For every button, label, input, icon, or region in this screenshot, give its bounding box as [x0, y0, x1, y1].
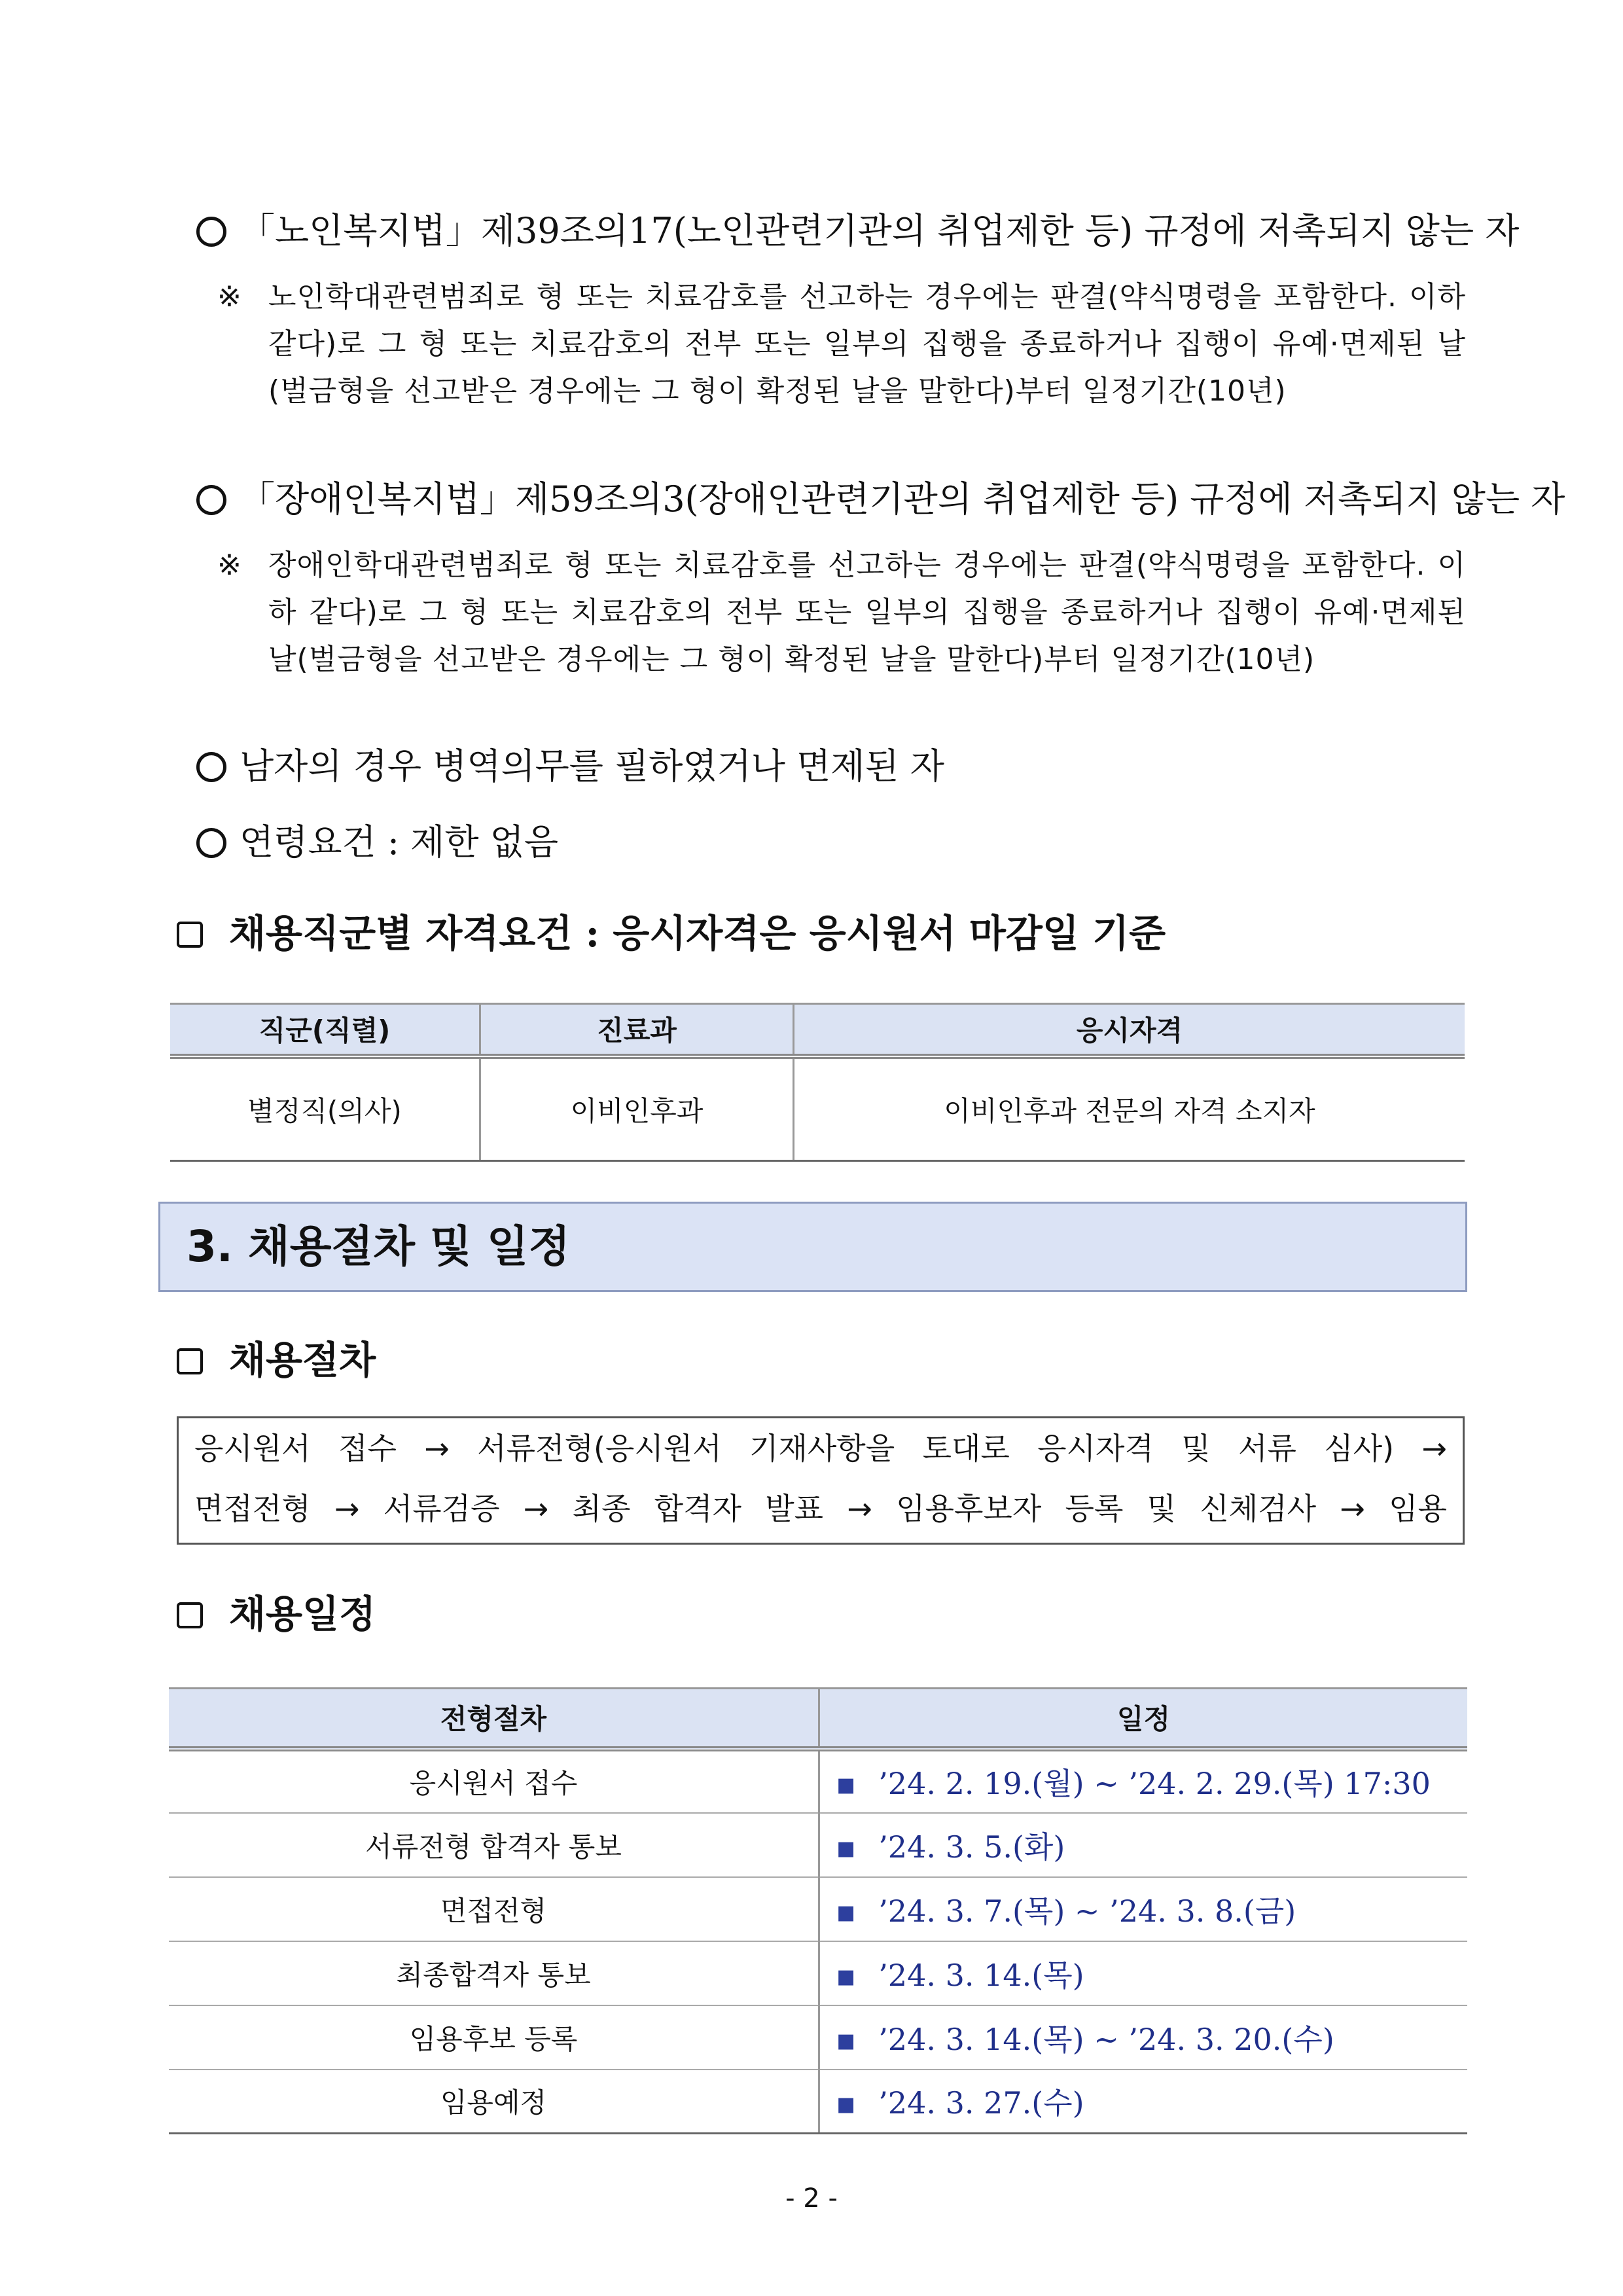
- schedule-date-cell: [819, 1877, 1468, 1941]
- schedule-step: 응시원서 접수: [169, 1749, 819, 1813]
- table-cell: 이비인후과 전문의 자격 소지자: [794, 1056, 1465, 1161]
- section-3-header: [158, 1202, 1467, 1292]
- schedule-date-cell: [819, 1813, 1468, 1877]
- schedule-step: 임용예정: [169, 2070, 819, 2134]
- table-cell: 별정직(의사): [170, 1056, 480, 1161]
- requirement-2: [196, 476, 1565, 522]
- note-symbol: ※: [217, 548, 242, 582]
- requirement-3-text: 남자의 경우 병역의무를 필하였거나 면제된 자: [240, 745, 944, 787]
- schedule-date: ’24. 2. 19.(월) ~ ’24. 2. 29.(목) 17:30: [878, 1766, 1431, 1801]
- procedure-line-2: 면접전형 → 서류검증 → 최종 합격자 발표 → 임용후보자 등록 및 신체검사 → 임용: [194, 1491, 1447, 1526]
- table-row: [169, 1941, 1467, 2005]
- square-bullet-icon: ▪: [836, 1893, 857, 1929]
- table-row: [170, 1056, 1465, 1161]
- requirement-1-text: 「노인복지법」제39조의17(노인관련기관의 취업제한 등) 규정에 저촉되지 않는 자: [240, 210, 1520, 251]
- circle-bullet-icon: [196, 828, 226, 858]
- circle-bullet-icon: [196, 217, 226, 247]
- qualification-table: [170, 1003, 1465, 1162]
- page-number: - 2 -: [785, 2183, 838, 2214]
- table-row: [169, 1877, 1467, 1941]
- table-cell: 이비인후과: [480, 1056, 794, 1161]
- requirement-3: [196, 744, 944, 789]
- procedure-box: [177, 1416, 1465, 1545]
- schedule-table: [169, 1687, 1467, 2134]
- schedule-heading: [177, 1588, 376, 1640]
- schedule-date: ’24. 3. 27.(수): [878, 2085, 1084, 2121]
- circle-bullet-icon: [196, 752, 226, 782]
- requirement-2-note: [217, 542, 1466, 683]
- schedule-step: 면접전형: [169, 1877, 819, 1941]
- square-bullet-icon: [177, 1348, 203, 1374]
- column-header: 직군(직렬): [170, 1004, 480, 1056]
- column-header: 응시자격: [794, 1004, 1465, 1056]
- square-bullet-icon: ▪: [836, 2021, 857, 2057]
- column-header: 일정: [819, 1689, 1468, 1749]
- table-row: [169, 1749, 1467, 1813]
- schedule-date-cell: [819, 2005, 1468, 2070]
- requirement-1-note-text: 노인학대관련범죄로 형 또는 치료감호를 선고하는 경우에는 판결(약식명령을 포함한다. 이하 같다)로 그 형 또는 치료감호의 전부 또는 일부의 집행을 종료하거나 집행이 유예·면제된 날(벌금형을 선고받은 경우에는 그 형이 확정된 날을 말한다)부터 일정기간(10년): [268, 280, 1466, 408]
- square-bullet-icon: ▪: [836, 2085, 857, 2121]
- table-row: [169, 2070, 1467, 2134]
- schedule-date: ’24. 3. 7.(목) ~ ’24. 3. 8.(금): [878, 1893, 1296, 1929]
- schedule-heading-text: 채용일정: [229, 1592, 376, 1636]
- section-3-title: 3. 채용절차 및 일정: [187, 1221, 571, 1272]
- table-row: [169, 1813, 1467, 1877]
- qualification-heading-text: 채용직군별 자격요건 : 응시자격은 응시원서 마감일 기준: [229, 911, 1166, 956]
- note-symbol: ※: [217, 280, 242, 314]
- procedure-heading-text: 채용절차: [229, 1338, 376, 1382]
- circle-bullet-icon: [196, 485, 226, 515]
- square-bullet-icon: ▪: [836, 1829, 857, 1865]
- schedule-date: ’24. 3. 14.(목): [878, 1957, 1084, 1993]
- procedure-line-1: 응시원서 접수 → 서류전형(응시원서 기재사항을 토대로 응시자격 및 서류 심사) →: [194, 1431, 1447, 1466]
- schedule-date-cell: [819, 1941, 1468, 2005]
- schedule-date: ’24. 3. 14.(목) ~ ’24. 3. 20.(수): [878, 2021, 1334, 2057]
- procedure-heading: [177, 1334, 376, 1386]
- square-bullet-icon: [177, 922, 203, 948]
- column-header: 전형절차: [169, 1689, 819, 1749]
- requirement-2-text: 「장애인복지법」제59조의3(장애인관련기관의 취업제한 등) 규정에 저촉되지 않는 자: [240, 478, 1565, 520]
- square-bullet-icon: ▪: [836, 1766, 857, 1801]
- schedule-step: 임용후보 등록: [169, 2005, 819, 2070]
- table-row: [169, 2005, 1467, 2070]
- requirement-4-text: 연령요건 : 제한 없음: [240, 821, 558, 863]
- requirement-1-note: [217, 274, 1466, 415]
- qualification-heading: [177, 907, 1166, 960]
- requirement-1: [196, 208, 1519, 254]
- schedule-step: 최종합격자 통보: [169, 1941, 819, 2005]
- schedule-date-cell: [819, 1749, 1468, 1813]
- column-header: 진료과: [480, 1004, 794, 1056]
- schedule-step: 서류전형 합격자 통보: [169, 1813, 819, 1877]
- requirement-4: [196, 819, 558, 865]
- requirement-2-note-text: 장애인학대관련범죄로 형 또는 치료감호를 선고하는 경우에는 판결(약식명령을 포함한다. 이하 같다)로 그 형 또는 치료감호의 전부 또는 일부의 집행을 종료하거나 집행이 유예·면제된 날(벌금형을 선고받은 경우에는 그 형이 확정된 날을 말한다)부터 일정기간(10년): [268, 548, 1466, 676]
- schedule-date-cell: [819, 2070, 1468, 2134]
- square-bullet-icon: [177, 1602, 203, 1628]
- square-bullet-icon: ▪: [836, 1957, 857, 1993]
- schedule-date: ’24. 3. 5.(화): [878, 1829, 1065, 1865]
